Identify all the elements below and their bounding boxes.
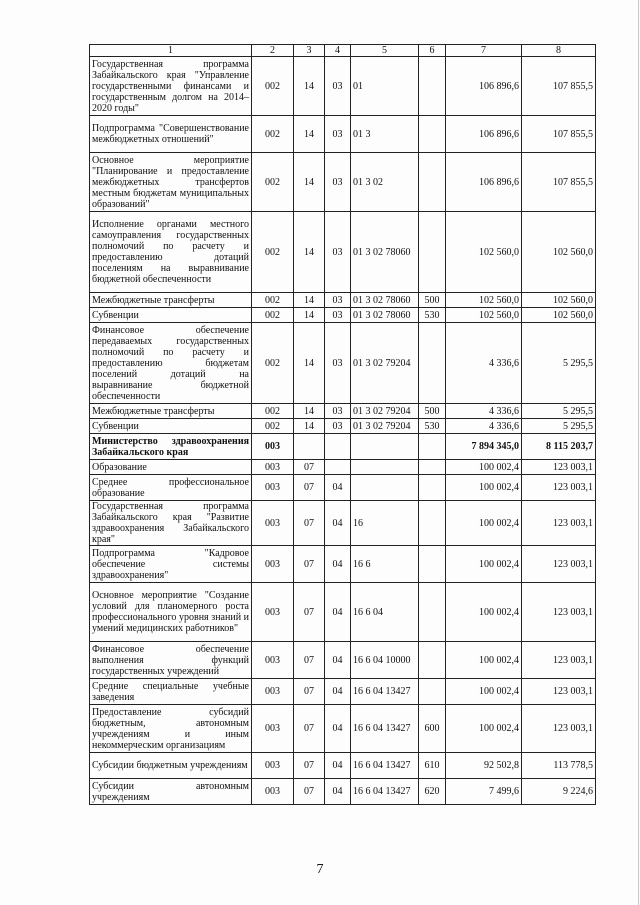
amount-year1-cell: 100 002,4 bbox=[446, 460, 522, 475]
ministry-code-cell: 002 bbox=[252, 212, 294, 293]
table-row bbox=[90, 583, 596, 642]
expense-type-cell bbox=[419, 116, 446, 153]
expense-type-cell bbox=[419, 583, 446, 642]
amount-year2-cell: 102 560,0 bbox=[522, 212, 596, 293]
amount-year1-cell: 100 002,4 bbox=[446, 679, 522, 705]
header-cell: 7 bbox=[446, 45, 522, 57]
table-row bbox=[90, 460, 596, 475]
ministry-code-cell: 003 bbox=[252, 583, 294, 642]
row-name-cell: Предоставление субсидий бюджетным, автономным учреждениям и иным некоммерческим организациям bbox=[90, 705, 252, 753]
expense-type-cell bbox=[419, 642, 446, 679]
ministry-code-cell: 003 bbox=[252, 753, 294, 779]
section-code-cell: 07 bbox=[294, 475, 325, 501]
amount-year1-cell: 4 336,6 bbox=[446, 404, 522, 419]
row-name-cell: Субвенции bbox=[90, 419, 252, 434]
amount-year1-cell: 102 560,0 bbox=[446, 212, 522, 293]
subsection-code-cell: 04 bbox=[325, 679, 351, 705]
amount-year1-cell: 100 002,4 bbox=[446, 475, 522, 501]
row-name-cell: Государственная программа Забайкальского края "Управление государственными финансами и государственным долгом на 2014–2020 годы" bbox=[90, 57, 252, 116]
target-article-cell bbox=[351, 475, 419, 501]
ministry-code-cell: 002 bbox=[252, 153, 294, 212]
section-code-cell: 07 bbox=[294, 583, 325, 642]
table-row bbox=[90, 419, 596, 434]
section-code-cell: 07 bbox=[294, 642, 325, 679]
target-article-cell: 01 3 02 78060 bbox=[351, 212, 419, 293]
table-row bbox=[90, 153, 596, 212]
row-name-cell: Финансовое обеспечение передаваемых государственных полномочий по расчету и предоставлению бюджетам поселений дотаций на выравнивание бюджетной обеспеченности bbox=[90, 323, 252, 404]
subsection-code-cell: 03 bbox=[325, 323, 351, 404]
ministry-code-cell: 003 bbox=[252, 434, 294, 460]
table-row bbox=[90, 323, 596, 404]
expense-type-cell: 620 bbox=[419, 779, 446, 805]
section-code-cell: 14 bbox=[294, 419, 325, 434]
amount-year2-cell: 123 003,1 bbox=[522, 705, 596, 753]
amount-year2-cell: 123 003,1 bbox=[522, 460, 596, 475]
subsection-code-cell: 03 bbox=[325, 57, 351, 116]
header-cell: 3 bbox=[294, 45, 325, 57]
section-code-cell: 14 bbox=[294, 116, 325, 153]
header-cell: 6 bbox=[419, 45, 446, 57]
amount-year2-cell: 123 003,1 bbox=[522, 546, 596, 583]
target-article-cell: 16 bbox=[351, 501, 419, 546]
section-code-cell bbox=[294, 434, 325, 460]
row-name-cell: Исполнение органами местного самоуправления государственных полномочий по расчету и предоставлению дотаций поселениям на выравнивание бюджетной обеспеченности bbox=[90, 212, 252, 293]
subsection-code-cell: 04 bbox=[325, 642, 351, 679]
expense-type-cell bbox=[419, 212, 446, 293]
amount-year1-cell: 100 002,4 bbox=[446, 546, 522, 583]
amount-year1-cell: 100 002,4 bbox=[446, 642, 522, 679]
section-code-cell: 07 bbox=[294, 753, 325, 779]
ministry-code-cell: 002 bbox=[252, 308, 294, 323]
section-code-cell: 14 bbox=[294, 153, 325, 212]
amount-year1-cell: 102 560,0 bbox=[446, 293, 522, 308]
row-name-cell: Образование bbox=[90, 460, 252, 475]
target-article-cell: 01 3 bbox=[351, 116, 419, 153]
amount-year1-cell: 92 502,8 bbox=[446, 753, 522, 779]
amount-year1-cell: 100 002,4 bbox=[446, 705, 522, 753]
target-article-cell: 01 3 02 79204 bbox=[351, 404, 419, 419]
expense-type-cell: 600 bbox=[419, 705, 446, 753]
target-article-cell bbox=[351, 434, 419, 460]
amount-year1-cell: 4 336,6 bbox=[446, 419, 522, 434]
target-article-cell: 01 3 02 79204 bbox=[351, 419, 419, 434]
ministry-code-cell: 003 bbox=[252, 475, 294, 501]
target-article-cell bbox=[351, 460, 419, 475]
ministry-code-cell: 003 bbox=[252, 501, 294, 546]
subsection-code-cell: 03 bbox=[325, 212, 351, 293]
section-code-cell: 07 bbox=[294, 501, 325, 546]
amount-year1-cell: 100 002,4 bbox=[446, 583, 522, 642]
row-name-cell: Подпрограмма "Совершенствование межбюджетных отношений" bbox=[90, 116, 252, 153]
row-name-cell: Министерство здравоохранения Забайкальского края bbox=[90, 434, 252, 460]
amount-year2-cell: 107 855,5 bbox=[522, 153, 596, 212]
amount-year1-cell: 102 560,0 bbox=[446, 308, 522, 323]
target-article-cell: 01 3 02 78060 bbox=[351, 308, 419, 323]
amount-year2-cell: 123 003,1 bbox=[522, 583, 596, 642]
amount-year2-cell: 123 003,1 bbox=[522, 679, 596, 705]
table-row bbox=[90, 642, 596, 679]
row-name-cell: Основное мероприятие "Создание условий для планомерного роста профессионального уровня знаний и умений медицинских работников" bbox=[90, 583, 252, 642]
ministry-code-cell: 003 bbox=[252, 460, 294, 475]
target-article-cell: 01 3 02 78060 bbox=[351, 293, 419, 308]
ministry-code-cell: 002 bbox=[252, 419, 294, 434]
table-row bbox=[90, 434, 596, 460]
target-article-cell: 16 6 04 13427 bbox=[351, 779, 419, 805]
table-row bbox=[90, 753, 596, 779]
subsection-code-cell bbox=[325, 460, 351, 475]
amount-year2-cell: 123 003,1 bbox=[522, 475, 596, 501]
expense-type-cell bbox=[419, 475, 446, 501]
table-row bbox=[90, 404, 596, 419]
amount-year2-cell: 102 560,0 bbox=[522, 293, 596, 308]
ministry-code-cell: 002 bbox=[252, 323, 294, 404]
table-row bbox=[90, 212, 596, 293]
target-article-cell: 16 6 04 10000 bbox=[351, 642, 419, 679]
row-name-cell: Субвенции bbox=[90, 308, 252, 323]
ministry-code-cell: 002 bbox=[252, 116, 294, 153]
section-code-cell: 14 bbox=[294, 57, 325, 116]
ministry-code-cell: 002 bbox=[252, 293, 294, 308]
amount-year2-cell: 8 115 203,7 bbox=[522, 434, 596, 460]
target-article-cell: 16 6 04 13427 bbox=[351, 753, 419, 779]
target-article-cell: 16 6 04 bbox=[351, 583, 419, 642]
amount-year1-cell: 7 499,6 bbox=[446, 779, 522, 805]
ministry-code-cell: 003 bbox=[252, 546, 294, 583]
amount-year1-cell: 106 896,6 bbox=[446, 153, 522, 212]
table-row bbox=[90, 779, 596, 805]
target-article-cell: 01 3 02 79204 bbox=[351, 323, 419, 404]
target-article-cell: 16 6 04 13427 bbox=[351, 679, 419, 705]
subsection-code-cell: 03 bbox=[325, 293, 351, 308]
section-code-cell: 14 bbox=[294, 404, 325, 419]
ministry-code-cell: 003 bbox=[252, 642, 294, 679]
page-edge-line bbox=[638, 0, 639, 905]
target-article-cell: 16 6 bbox=[351, 546, 419, 583]
row-name-cell: Основное мероприятие "Планирование и предоставление межбюджетных трансфертов местным бюджетам муниципальных образований" bbox=[90, 153, 252, 212]
subsection-code-cell: 03 bbox=[325, 404, 351, 419]
subsection-code-cell: 03 bbox=[325, 308, 351, 323]
row-name-cell: Субсидии автономным учреждениям bbox=[90, 779, 252, 805]
amount-year2-cell: 102 560,0 bbox=[522, 308, 596, 323]
expense-type-cell bbox=[419, 57, 446, 116]
row-name-cell: Государственная программа Забайкальского края "Развитие здравоохранения Забайкальского края" bbox=[90, 501, 252, 546]
table-row bbox=[90, 705, 596, 753]
target-article-cell: 01 bbox=[351, 57, 419, 116]
row-name-cell: Финансовое обеспечение выполнения функций государственных учреждений bbox=[90, 642, 252, 679]
ministry-code-cell: 003 bbox=[252, 779, 294, 805]
expense-type-cell: 610 bbox=[419, 753, 446, 779]
amount-year2-cell: 123 003,1 bbox=[522, 642, 596, 679]
amount-year1-cell: 100 002,4 bbox=[446, 501, 522, 546]
expense-type-cell: 530 bbox=[419, 419, 446, 434]
table-body bbox=[90, 45, 596, 805]
section-code-cell: 14 bbox=[294, 323, 325, 404]
expense-type-cell: 500 bbox=[419, 293, 446, 308]
subsection-code-cell: 03 bbox=[325, 419, 351, 434]
table-row bbox=[90, 293, 596, 308]
ministry-code-cell: 003 bbox=[252, 679, 294, 705]
amount-year1-cell: 7 894 345,0 bbox=[446, 434, 522, 460]
table-row bbox=[90, 501, 596, 546]
table-row bbox=[90, 57, 596, 116]
amount-year1-cell: 106 896,6 bbox=[446, 57, 522, 116]
expense-type-cell bbox=[419, 323, 446, 404]
expense-type-cell bbox=[419, 679, 446, 705]
amount-year2-cell: 107 855,5 bbox=[522, 116, 596, 153]
subsection-code-cell bbox=[325, 434, 351, 460]
row-name-cell: Межбюджетные трансферты bbox=[90, 293, 252, 308]
ministry-code-cell: 002 bbox=[252, 404, 294, 419]
table-row bbox=[90, 546, 596, 583]
expense-type-cell: 530 bbox=[419, 308, 446, 323]
subsection-code-cell: 04 bbox=[325, 475, 351, 501]
section-code-cell: 07 bbox=[294, 779, 325, 805]
subsection-code-cell: 03 bbox=[325, 116, 351, 153]
amount-year2-cell: 123 003,1 bbox=[522, 501, 596, 546]
table-row bbox=[90, 679, 596, 705]
ministry-code-cell: 003 bbox=[252, 705, 294, 753]
section-code-cell: 07 bbox=[294, 705, 325, 753]
section-code-cell: 07 bbox=[294, 546, 325, 583]
row-name-cell: Среднее профессиональное образование bbox=[90, 475, 252, 501]
row-name-cell: Подпрограмма "Кадровое обеспечение системы здравоохранения" bbox=[90, 546, 252, 583]
subsection-code-cell: 04 bbox=[325, 705, 351, 753]
target-article-cell: 01 3 02 bbox=[351, 153, 419, 212]
budget-table bbox=[89, 44, 596, 805]
amount-year2-cell: 5 295,5 bbox=[522, 323, 596, 404]
header-cell: 1 bbox=[90, 45, 252, 57]
amount-year2-cell: 107 855,5 bbox=[522, 57, 596, 116]
expense-type-cell bbox=[419, 153, 446, 212]
expense-type-cell bbox=[419, 460, 446, 475]
header-cell: 4 bbox=[325, 45, 351, 57]
expense-type-cell: 500 bbox=[419, 404, 446, 419]
row-name-cell: Субсидии бюджетным учреждениям bbox=[90, 753, 252, 779]
expense-type-cell bbox=[419, 546, 446, 583]
amount-year1-cell: 106 896,6 bbox=[446, 116, 522, 153]
expense-type-cell bbox=[419, 434, 446, 460]
ministry-code-cell: 002 bbox=[252, 57, 294, 116]
row-name-cell: Межбюджетные трансферты bbox=[90, 404, 252, 419]
target-article-cell: 16 6 04 13427 bbox=[351, 705, 419, 753]
table-row bbox=[90, 475, 596, 501]
table-row bbox=[90, 308, 596, 323]
subsection-code-cell: 04 bbox=[325, 779, 351, 805]
subsection-code-cell: 03 bbox=[325, 153, 351, 212]
amount-year2-cell: 113 778,5 bbox=[522, 753, 596, 779]
header-cell: 8 bbox=[522, 45, 596, 57]
subsection-code-cell: 04 bbox=[325, 753, 351, 779]
header-cell: 5 bbox=[351, 45, 419, 57]
table-row bbox=[90, 116, 596, 153]
section-code-cell: 14 bbox=[294, 293, 325, 308]
amount-year2-cell: 5 295,5 bbox=[522, 419, 596, 434]
subsection-code-cell: 04 bbox=[325, 583, 351, 642]
subsection-code-cell: 04 bbox=[325, 501, 351, 546]
expense-type-cell bbox=[419, 501, 446, 546]
page-number: 7 bbox=[316, 862, 324, 877]
section-code-cell: 14 bbox=[294, 212, 325, 293]
amount-year2-cell: 5 295,5 bbox=[522, 404, 596, 419]
section-code-cell: 07 bbox=[294, 679, 325, 705]
amount-year1-cell: 4 336,6 bbox=[446, 323, 522, 404]
header-cell: 2 bbox=[252, 45, 294, 57]
section-code-cell: 07 bbox=[294, 460, 325, 475]
row-name-cell: Средние специальные учебные заведения bbox=[90, 679, 252, 705]
amount-year2-cell: 9 224,6 bbox=[522, 779, 596, 805]
subsection-code-cell: 04 bbox=[325, 546, 351, 583]
table-header-row bbox=[90, 45, 596, 57]
section-code-cell: 14 bbox=[294, 308, 325, 323]
